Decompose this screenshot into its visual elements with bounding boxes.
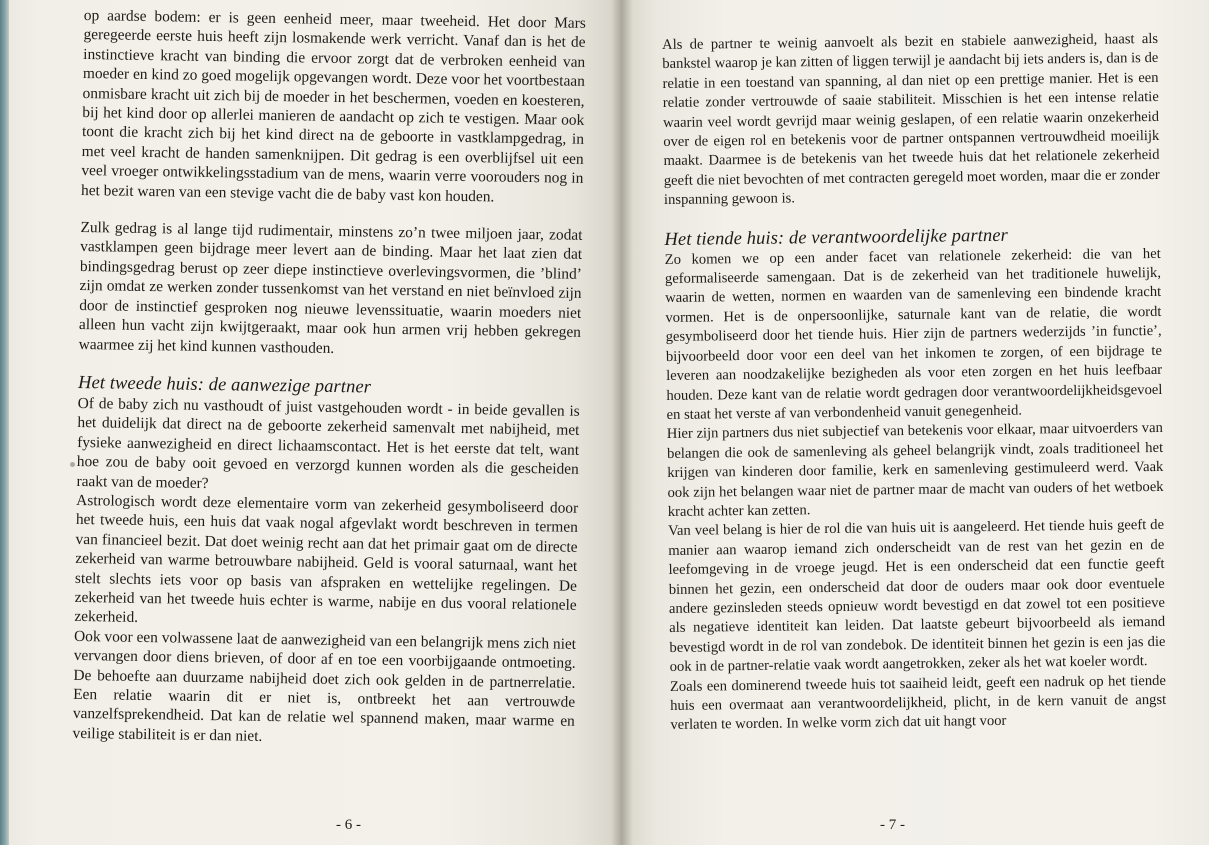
section-heading-tenth-house: Het tiende huis: de verantwoordelijke partner bbox=[664, 225, 1009, 250]
left-page-text bbox=[72, 6, 586, 751]
right-page-text bbox=[662, 30, 1167, 736]
page-number-right: - 7 - bbox=[880, 817, 905, 833]
left-paragraph-1: op aardse bodem: er is geen eenheid meer, maar tweeheid. Het door Mars geregeerde eerste huis heeft zijn losmakende werk verricht. Vanaf dan is het de instinctieve kracht van binding die ervoor zorgt dat de verbroken eenheid van moeder en kind zo goed mogelijk opgevangen wordt. Deze voor het voortbestaan onmisbare kracht uit zich bij de moeder in het beschermen, voeden en koesteren, bij het kind door op allerlei manieren de aandacht op zich te vestigen. Maar ook toont die kracht zich bij het kind direct na de geboorte in vastklampgedrag, in met veel kracht de handen samenknijpen. Dit gedrag is een overblijfsel uit een veel vroeger ontwikkelingsstadium van de mens, waarin verre voorouders nog in het bezit waren van een stevige vacht die de baby vast kon houden. bbox=[80, 6, 586, 206]
book-gutter bbox=[611, 0, 633, 845]
section-heading-second-house: Het tweede huis: de aanwezige partner bbox=[77, 372, 372, 398]
right-paragraph-2: Zo komen we op een ander facet van relationele zekerheid: die van het geformaliseerde samengaan. Dat is de zekerheid van het traditionele huwelijk, waarin de wetten, normen en waarden van de samenleving een bindende kracht vormen. Het is de onpersoonlijke, saturnale kant van de relatie, die wordt gesymboliseerd door het tiende huis. Hier zijn de partners wederzijds ’in functie’, bijvoorbeeld door voor een deel van het inkomen te zorgen, of een bijdrage te leveren aan noodzakelijke bezigheden als voor eten zorgen en het huis leefbaar houden. Deze kant van de relatie wordt gedragen door verantwoordelijkheidsgevoel en staat het verste af van verbondenheid vanuit genegenheid. bbox=[664, 245, 1163, 423]
ink-smudge bbox=[70, 462, 75, 467]
left-paragraph-2: Zulk gedrag is al lange tijd rudimentair, minstens zo’n twee miljoen jaar, zodat vastklampen geen bijdrage meer levert aan de binding. Maar het laat zien dat bindingsgedrag berust op zeer diepe instinctieve overlevingsvormen, die ’blind’ zijn omdat ze werken zonder tussenkomst van het verstand en niet beïnvloed zijn door de instinctief gesproken nog nieuwe levenssituatie, waarin moeders niet alleen hun vacht zijn kwijtgeraakt, maar ook hun armen vrij hebben gekregen waarmee zij het kind kunnen vasthouden. bbox=[78, 219, 583, 357]
page-number-left: - 6 - bbox=[336, 817, 361, 833]
left-paragraph-5: Ook voor een volwassene laat de aanwezigheid van een belangrijk mens zich niet vervangen door diens brieven, of door af en toe een voorbijgaande ontmoeting. De behoefte aan duurzame nabijheid doet zich ook gelden in de partnerrelatie. Een relatie waarin dit er niet is, ontbreekt het aan vertrouwde vanzelfsprekendheid. Dat kan de relatie wel spannend maken, maar warme en veilige stabiliteit is er dan niet. bbox=[72, 627, 577, 745]
right-paragraph-1: Als de partner te weinig aanvoelt als bezit en stabiele aanwezigheid, haast als bankstel waarop je kan zitten of liggen terwijl je aandacht bij iets anders is, dan is de relatie in een toestand van spanning, al dan niet op een prettige manier. Het is een relatie zonder vertrouwde of saaie stabiliteit. Misschien is het een intense relatie waarin veel wordt gevrijd maar weinig geslapen, of een relatie waarin onzekerheid over de eigen rol en betekenis voor de partner ontspannen vertrouwdheid moeilijk maakt. Daarmee is de betekenis van het tweede huis dat het relationele zekerheid geeft die niet bevochten of met contracten geregeld moet worden, maar die er zonder inspanning gewoon is. bbox=[662, 30, 1160, 209]
left-edge-strip bbox=[0, 0, 9, 845]
right-paragraph-5: Zoals een dominerend tweede huis tot saaiheid leidt, geeft een nadruk op het tiende huis een overmaat aan verantwoordelijkheid, plicht, in de kern vanuit de angst verlaten te worden. In welke vorm zich dat uit hangt voor bbox=[669, 672, 1167, 734]
left-paragraph-3: Of de baby zich nu vasthoudt of juist vastgehouden wordt - in beide gevallen is het duidelijk dat direct na de geboorte zekerheid samenvalt met nabijheid, met fysieke aanwezigheid en direct lichaamscontact. Het is het eerste dat telt, want hoe zou de baby ooit gevoed en verzorgd kunnen worden als die gescheiden raakt van de moeder? bbox=[76, 394, 580, 492]
left-paragraph-4: Astrologisch wordt deze elementaire vorm van zekerheid gesymboliseerd door het tweede huis, een huis dat vaak nogal afgevlakt wordt beschreven in termen van financieel bezit. Dat doet weinig recht aan dat het primair gaat om de directe zekerheid van warme betrouwbare nabijheid. Geld is vooral saturnaal, want het stelt slechts iets voor op basis van afspraken en wettelijke regelingen. De zekerheid van het tweede huis echter is warme, nabije en dus vooral relationele zekerheid. bbox=[74, 491, 579, 627]
right-paragraph-3: Hier zijn partners dus niet subjectief van betekenis voor elkaar, maar uitvoerders van belangen die ook de samenleving als geheel belangrijk vindt, zoals traditioneel het krijgen van kinderen door familie, kerk en samenleving gestimuleerd werd. Vaak ook zijn het belangen waar niet de partner maar de macht van ouders of het wetboek kracht achter kan zetten. bbox=[666, 420, 1164, 520]
right-paragraph-4: Van veel belang is hier de rol die van huis uit is aangeleerd. Het tiende huis geeft de manier aan waarop iemand zich onderscheidt van de rest van het gezin en de leefomgeving in de vroege jeugd. Het is een onderscheid dat een functie geeft binnen het gezin, een onderscheid dat door de ouders maar ook door eventuele andere gezinsleden steeds opnieuw wordt bevestigd en dat zowel tot een positieve als negatieve identiteit kan leiden. Dat laatste gebeurt bijvoorbeeld als iemand bevestigd wordt in de rol van zondebok. De identiteit binnen het gezin is een jas die ook in de partner-relatie vaak wordt aangetrokken, zeker als het wat koeler wordt. bbox=[667, 517, 1166, 676]
